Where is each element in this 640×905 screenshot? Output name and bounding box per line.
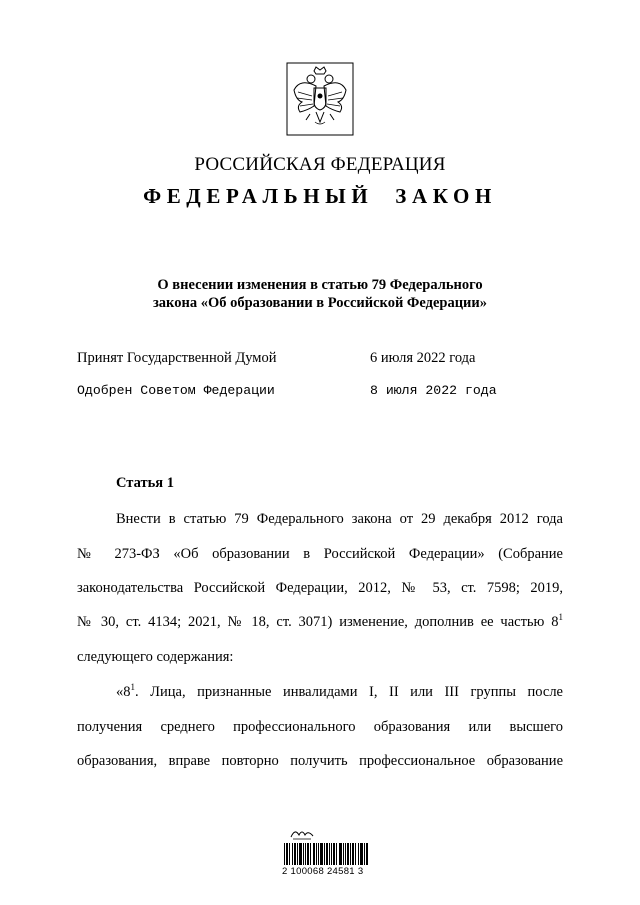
article-line-6	[116, 684, 563, 701]
adoption-duma-date: 6 июля 2022 года	[370, 350, 476, 366]
article-title: Статья 1	[116, 475, 174, 491]
duma-mark-icon	[289, 826, 315, 840]
law-type-word-1: ФЕДЕРАЛЬНЫЙ	[143, 184, 374, 208]
law-title-line-2: закона «Об образовании в Российской Федерации»	[152, 295, 488, 311]
article-line-4-text: № 30, ст. 4134; 2021, № 18, ст. 3071) изменение, дополнив ее частью 8	[77, 614, 559, 630]
article-line-6-lead: «8	[116, 684, 131, 700]
article-line-6-text: . Лица, признанные инвалидами I, II или III группы после	[135, 684, 563, 700]
adoption-council-label: Одобрен Советом Федерации	[77, 383, 275, 398]
article-line-6-sup: 1	[130, 682, 135, 693]
article-line-3: законодательства Российской Федерации, 2012, № 53, ст. 7598; 2019,	[77, 580, 563, 596]
article-line-4-sup: 1	[558, 612, 563, 623]
barcode-number: 2 100068 24581 3	[282, 866, 364, 877]
law-title-line-1: О внесении изменения в статью 79 Федерального	[157, 277, 483, 293]
article-line-8: образования, вправе повторно получить профессиональное образование	[77, 753, 563, 769]
coat-of-arms-emblem-icon	[286, 62, 354, 136]
adoption-council-date: 8 июля 2022 года	[370, 383, 497, 398]
law-type-heading	[0, 184, 640, 209]
article-line-4	[77, 614, 563, 631]
article-line-7: получения среднего профессионального образования или высшего	[77, 719, 563, 735]
adoption-duma-label: Принят Государственной Думой	[77, 350, 277, 366]
barcode-icon	[284, 843, 368, 865]
country-heading: РОССИЙСКАЯ ФЕДЕРАЦИЯ	[194, 154, 446, 175]
article-line-1: Внести в статью 79 Федерального закона от 29 декабря 2012 года	[116, 511, 563, 527]
article-line-2: № 273-ФЗ «Об образовании в Российской Федерации» (Собрание	[77, 546, 563, 562]
article-line-5: следующего содержания:	[77, 649, 234, 665]
law-title	[0, 276, 640, 312]
law-type-word-2: ЗАКОН	[395, 184, 497, 208]
